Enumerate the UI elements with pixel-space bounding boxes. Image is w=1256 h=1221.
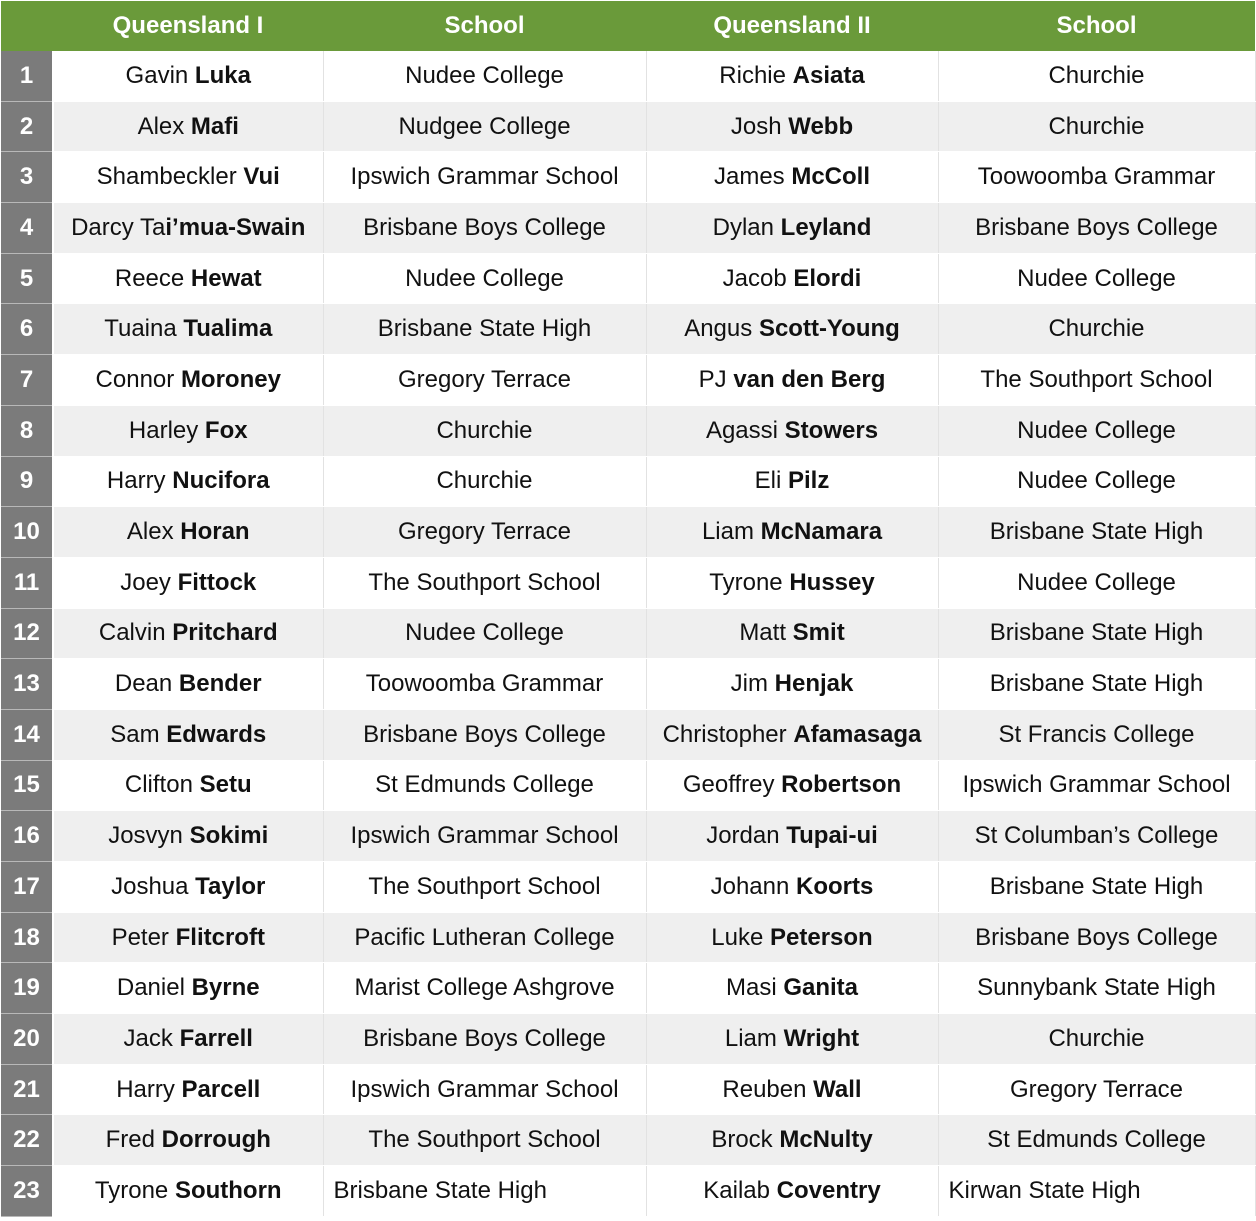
school-queensland-1: Churchie: [323, 405, 646, 456]
row-number: 8: [1, 405, 53, 456]
school-queensland-1: The Southport School: [323, 1115, 646, 1166]
player-first-name: Jim: [730, 670, 768, 698]
player-queensland-2: [646, 912, 938, 963]
player-first-name: Darcy Ta: [71, 213, 166, 241]
table-row: [1, 456, 1255, 507]
player-last-name: Moroney: [180, 365, 281, 393]
player-first-name: Geoffrey: [682, 771, 775, 799]
player-queensland-2: [646, 1166, 938, 1217]
player-last-name: McNulty: [779, 1126, 873, 1154]
table-row: [1, 760, 1255, 811]
player-first-name: Reuben: [722, 1075, 807, 1103]
school-queensland-2: St Edmunds College: [938, 1115, 1255, 1166]
row-number: 16: [1, 811, 53, 862]
player-queensland-1: [53, 963, 323, 1014]
player-queensland-2: [646, 203, 938, 254]
player-first-name: PJ: [698, 365, 727, 393]
row-number: 6: [1, 304, 53, 355]
squad-table: [1, 1, 1256, 1217]
school-queensland-2: Nudee College: [938, 253, 1255, 304]
table-row: [1, 963, 1255, 1014]
player-last-name: Leyland: [780, 213, 872, 241]
player-last-name: Byrne: [191, 974, 260, 1002]
header-corner: [1, 1, 53, 51]
school-queensland-1: Ipswich Grammar School: [323, 811, 646, 862]
row-number: 20: [1, 1014, 53, 1065]
school-queensland-2: Nudee College: [938, 456, 1255, 507]
player-queensland-2: [646, 1064, 938, 1115]
table-row: [1, 405, 1255, 456]
player-first-name: Luke: [711, 923, 764, 951]
player-queensland-1: [53, 203, 323, 254]
player-last-name: Setu: [199, 771, 252, 799]
player-queensland-2: [646, 811, 938, 862]
player-last-name: Smit: [792, 619, 845, 647]
school-queensland-1: Pacific Lutheran College: [323, 912, 646, 963]
player-last-name: Afamasaga: [793, 720, 922, 748]
player-queensland-1: [53, 355, 323, 406]
player-last-name: Peterson: [770, 923, 873, 951]
player-queensland-2: [646, 760, 938, 811]
table-row: [1, 101, 1255, 152]
player-last-name: i’mua-Swain: [165, 213, 306, 241]
school-queensland-1: Nudee College: [323, 253, 646, 304]
player-queensland-1: [53, 1166, 323, 1217]
player-first-name: Josh: [730, 112, 782, 140]
player-first-name: Dylan: [712, 213, 774, 241]
school-queensland-2: Toowoomba Grammar: [938, 152, 1255, 203]
player-first-name: Harley: [128, 416, 199, 444]
school-queensland-2: Brisbane State High: [938, 862, 1255, 913]
school-queensland-1: Toowoomba Grammar: [323, 659, 646, 710]
row-number: 17: [1, 862, 53, 913]
school-queensland-2: St Francis College: [938, 709, 1255, 760]
player-last-name: Stowers: [784, 416, 879, 444]
player-queensland-2: [646, 355, 938, 406]
row-number: 12: [1, 608, 53, 659]
row-number: 21: [1, 1064, 53, 1115]
player-first-name: Jacob: [722, 264, 787, 292]
table-row: [1, 152, 1255, 203]
table-row: [1, 709, 1255, 760]
player-last-name: Ganita: [783, 974, 859, 1002]
player-queensland-2: [646, 507, 938, 558]
school-queensland-2: Churchie: [938, 101, 1255, 152]
school-queensland-2: Ipswich Grammar School: [938, 760, 1255, 811]
player-first-name: Reece: [114, 264, 185, 292]
player-queensland-1: [53, 811, 323, 862]
player-last-name: Nucifora: [172, 467, 270, 495]
player-queensland-1: [53, 709, 323, 760]
row-number: 19: [1, 963, 53, 1014]
row-number: 9: [1, 456, 53, 507]
player-last-name: Tualima: [183, 315, 273, 343]
player-last-name: Fittock: [177, 568, 257, 596]
school-queensland-1: Ipswich Grammar School: [323, 1064, 646, 1115]
player-first-name: Angus: [684, 315, 753, 343]
player-queensland-2: [646, 1115, 938, 1166]
player-last-name: Horan: [180, 518, 250, 546]
school-queensland-2: Gregory Terrace: [938, 1064, 1255, 1115]
player-queensland-1: [53, 152, 323, 203]
player-first-name: Christopher: [662, 720, 787, 748]
header-row: [1, 1, 1255, 51]
school-queensland-1: Brisbane Boys College: [323, 203, 646, 254]
player-first-name: Agassi: [705, 416, 778, 444]
player-queensland-1: [53, 659, 323, 710]
player-queensland-1: [53, 507, 323, 558]
player-last-name: Scott-Young: [758, 315, 900, 343]
school-queensland-1: Nudee College: [323, 51, 646, 101]
player-last-name: Mafi: [190, 112, 239, 140]
player-first-name: Clifton: [124, 771, 193, 799]
player-last-name: Henjak: [774, 670, 854, 698]
player-first-name: Kailab: [703, 1176, 770, 1204]
school-queensland-2: Brisbane Boys College: [938, 912, 1255, 963]
player-queensland-2: [646, 304, 938, 355]
player-queensland-2: [646, 101, 938, 152]
school-queensland-1: Gregory Terrace: [323, 355, 646, 406]
player-queensland-1: [53, 862, 323, 913]
school-queensland-2: Churchie: [938, 304, 1255, 355]
player-queensland-1: [53, 253, 323, 304]
player-queensland-2: [646, 608, 938, 659]
row-number: 7: [1, 355, 53, 406]
header-queensland-2: Queensland II: [646, 1, 938, 51]
player-first-name: Josvyn: [108, 822, 183, 850]
school-queensland-2: St Columban’s College: [938, 811, 1255, 862]
row-number: 22: [1, 1115, 53, 1166]
school-queensland-1: The Southport School: [323, 557, 646, 608]
school-queensland-2: Kirwan State High: [938, 1166, 1255, 1217]
row-number: 10: [1, 507, 53, 558]
player-last-name: Pritchard: [172, 619, 278, 647]
player-last-name: Hewat: [190, 264, 262, 292]
table-row: [1, 355, 1255, 406]
row-number: 15: [1, 760, 53, 811]
school-queensland-1: The Southport School: [323, 862, 646, 913]
table-row: [1, 1064, 1255, 1115]
player-last-name: McColl: [791, 163, 871, 191]
school-queensland-2: Brisbane Boys College: [938, 203, 1255, 254]
row-number: 1: [1, 51, 53, 101]
school-queensland-2: Brisbane State High: [938, 507, 1255, 558]
school-queensland-1: Ipswich Grammar School: [323, 152, 646, 203]
player-first-name: Peter: [111, 923, 169, 951]
player-first-name: Jordan: [706, 822, 780, 850]
table-row: [1, 659, 1255, 710]
school-queensland-2: Churchie: [938, 1014, 1255, 1065]
table-row: [1, 1166, 1255, 1217]
player-first-name: Connor: [95, 365, 175, 393]
player-first-name: Johann: [710, 872, 790, 900]
school-queensland-1: Brisbane State High: [323, 1166, 646, 1217]
table-header: [1, 1, 1255, 51]
player-queensland-1: [53, 608, 323, 659]
player-first-name: Tuaina: [104, 315, 177, 343]
player-first-name: Sam: [110, 720, 160, 748]
player-queensland-2: [646, 659, 938, 710]
player-last-name: Wright: [783, 1024, 860, 1052]
player-queensland-2: [646, 557, 938, 608]
player-first-name: Joshua: [111, 872, 189, 900]
header-school-1: School: [323, 1, 646, 51]
player-queensland-1: [53, 557, 323, 608]
row-number: 4: [1, 203, 53, 254]
player-queensland-1: [53, 101, 323, 152]
player-last-name: Flitcroft: [175, 923, 265, 951]
player-last-name: Asiata: [792, 61, 865, 89]
header-school-2: School: [938, 1, 1255, 51]
player-queensland-2: [646, 709, 938, 760]
player-last-name: Coventry: [776, 1176, 881, 1204]
school-queensland-2: Brisbane State High: [938, 659, 1255, 710]
row-number: 11: [1, 557, 53, 608]
table-row: [1, 304, 1255, 355]
player-queensland-2: [646, 253, 938, 304]
player-first-name: James: [713, 163, 785, 191]
player-queensland-1: [53, 456, 323, 507]
player-first-name: Alex: [126, 518, 174, 546]
table-row: [1, 51, 1255, 101]
player-queensland-1: [53, 1014, 323, 1065]
player-last-name: Vui: [243, 163, 280, 191]
player-last-name: Bender: [178, 670, 262, 698]
row-number: 5: [1, 253, 53, 304]
school-queensland-2: Nudee College: [938, 557, 1255, 608]
player-last-name: Tupai-ui: [786, 822, 878, 850]
player-first-name: Eli: [754, 467, 782, 495]
school-queensland-1: Brisbane Boys College: [323, 709, 646, 760]
player-first-name: Matt: [739, 619, 786, 647]
player-queensland-1: [53, 912, 323, 963]
table-row: [1, 1014, 1255, 1065]
player-first-name: Liam: [724, 1024, 777, 1052]
table-row: [1, 912, 1255, 963]
player-first-name: Joey: [120, 568, 171, 596]
player-first-name: Shambeckler: [96, 163, 237, 191]
player-first-name: Daniel: [116, 974, 185, 1002]
player-queensland-1: [53, 304, 323, 355]
player-last-name: Taylor: [195, 872, 266, 900]
player-last-name: Webb: [788, 112, 854, 140]
player-first-name: Liam: [701, 518, 754, 546]
row-number: 2: [1, 101, 53, 152]
player-first-name: Dean: [114, 670, 173, 698]
player-last-name: Fox: [204, 416, 248, 444]
row-number: 18: [1, 912, 53, 963]
school-queensland-1: Nudgee College: [323, 101, 646, 152]
player-last-name: Southorn: [174, 1176, 282, 1204]
player-queensland-2: [646, 456, 938, 507]
school-queensland-1: Marist College Ashgrove: [323, 963, 646, 1014]
row-number: 23: [1, 1166, 53, 1217]
school-queensland-2: Nudee College: [938, 405, 1255, 456]
player-last-name: McNamara: [760, 518, 883, 546]
player-last-name: van den Berg: [733, 365, 886, 393]
header-queensland-1: Queensland I: [53, 1, 323, 51]
table-row: [1, 203, 1255, 254]
player-last-name: Hussey: [789, 568, 875, 596]
player-first-name: Harry: [106, 467, 166, 495]
player-queensland-2: [646, 51, 938, 101]
player-first-name: Alex: [137, 112, 185, 140]
school-queensland-1: St Edmunds College: [323, 760, 646, 811]
player-last-name: Dorrough: [161, 1126, 271, 1154]
table-row: [1, 1115, 1255, 1166]
player-queensland-2: [646, 963, 938, 1014]
player-last-name: Parcell: [181, 1075, 261, 1103]
player-first-name: Masi: [725, 974, 777, 1002]
school-queensland-2: Churchie: [938, 51, 1255, 101]
player-last-name: Wall: [813, 1075, 862, 1103]
player-queensland-2: [646, 862, 938, 913]
school-queensland-1: Gregory Terrace: [323, 507, 646, 558]
player-last-name: Pilz: [788, 467, 830, 495]
table-row: [1, 557, 1255, 608]
player-queensland-1: [53, 405, 323, 456]
player-queensland-1: [53, 1064, 323, 1115]
player-queensland-1: [53, 1115, 323, 1166]
school-queensland-2: Sunnybank State High: [938, 963, 1255, 1014]
school-queensland-2: The Southport School: [938, 355, 1255, 406]
school-queensland-1: Brisbane State High: [323, 304, 646, 355]
school-queensland-1: Nudee College: [323, 608, 646, 659]
player-last-name: Sokimi: [189, 822, 269, 850]
player-last-name: Elordi: [793, 264, 862, 292]
player-last-name: Farrell: [179, 1024, 253, 1052]
player-queensland-2: [646, 405, 938, 456]
player-first-name: Fred: [105, 1126, 155, 1154]
table-row: [1, 862, 1255, 913]
table-row: [1, 253, 1255, 304]
table-row: [1, 608, 1255, 659]
row-number: 14: [1, 709, 53, 760]
school-queensland-2: Brisbane State High: [938, 608, 1255, 659]
player-last-name: Luka: [194, 61, 251, 89]
player-queensland-2: [646, 1014, 938, 1065]
row-number: 3: [1, 152, 53, 203]
player-first-name: Harry: [116, 1075, 175, 1103]
table-body: [1, 51, 1255, 1216]
player-first-name: Gavin: [125, 61, 189, 89]
player-last-name: Edwards: [166, 720, 267, 748]
player-queensland-1: [53, 760, 323, 811]
player-first-name: Richie: [719, 61, 786, 89]
player-first-name: Calvin: [98, 619, 166, 647]
player-queensland-2: [646, 152, 938, 203]
school-queensland-1: Churchie: [323, 456, 646, 507]
player-last-name: Robertson: [781, 771, 902, 799]
table-row: [1, 811, 1255, 862]
player-first-name: Tyrone: [94, 1176, 169, 1204]
school-queensland-1: Brisbane Boys College: [323, 1014, 646, 1065]
row-number: 13: [1, 659, 53, 710]
player-first-name: Brock: [711, 1126, 773, 1154]
player-first-name: Tyrone: [709, 568, 783, 596]
player-last-name: Koorts: [796, 872, 874, 900]
player-first-name: Jack: [123, 1024, 173, 1052]
player-queensland-1: [53, 51, 323, 101]
table-row: [1, 507, 1255, 558]
